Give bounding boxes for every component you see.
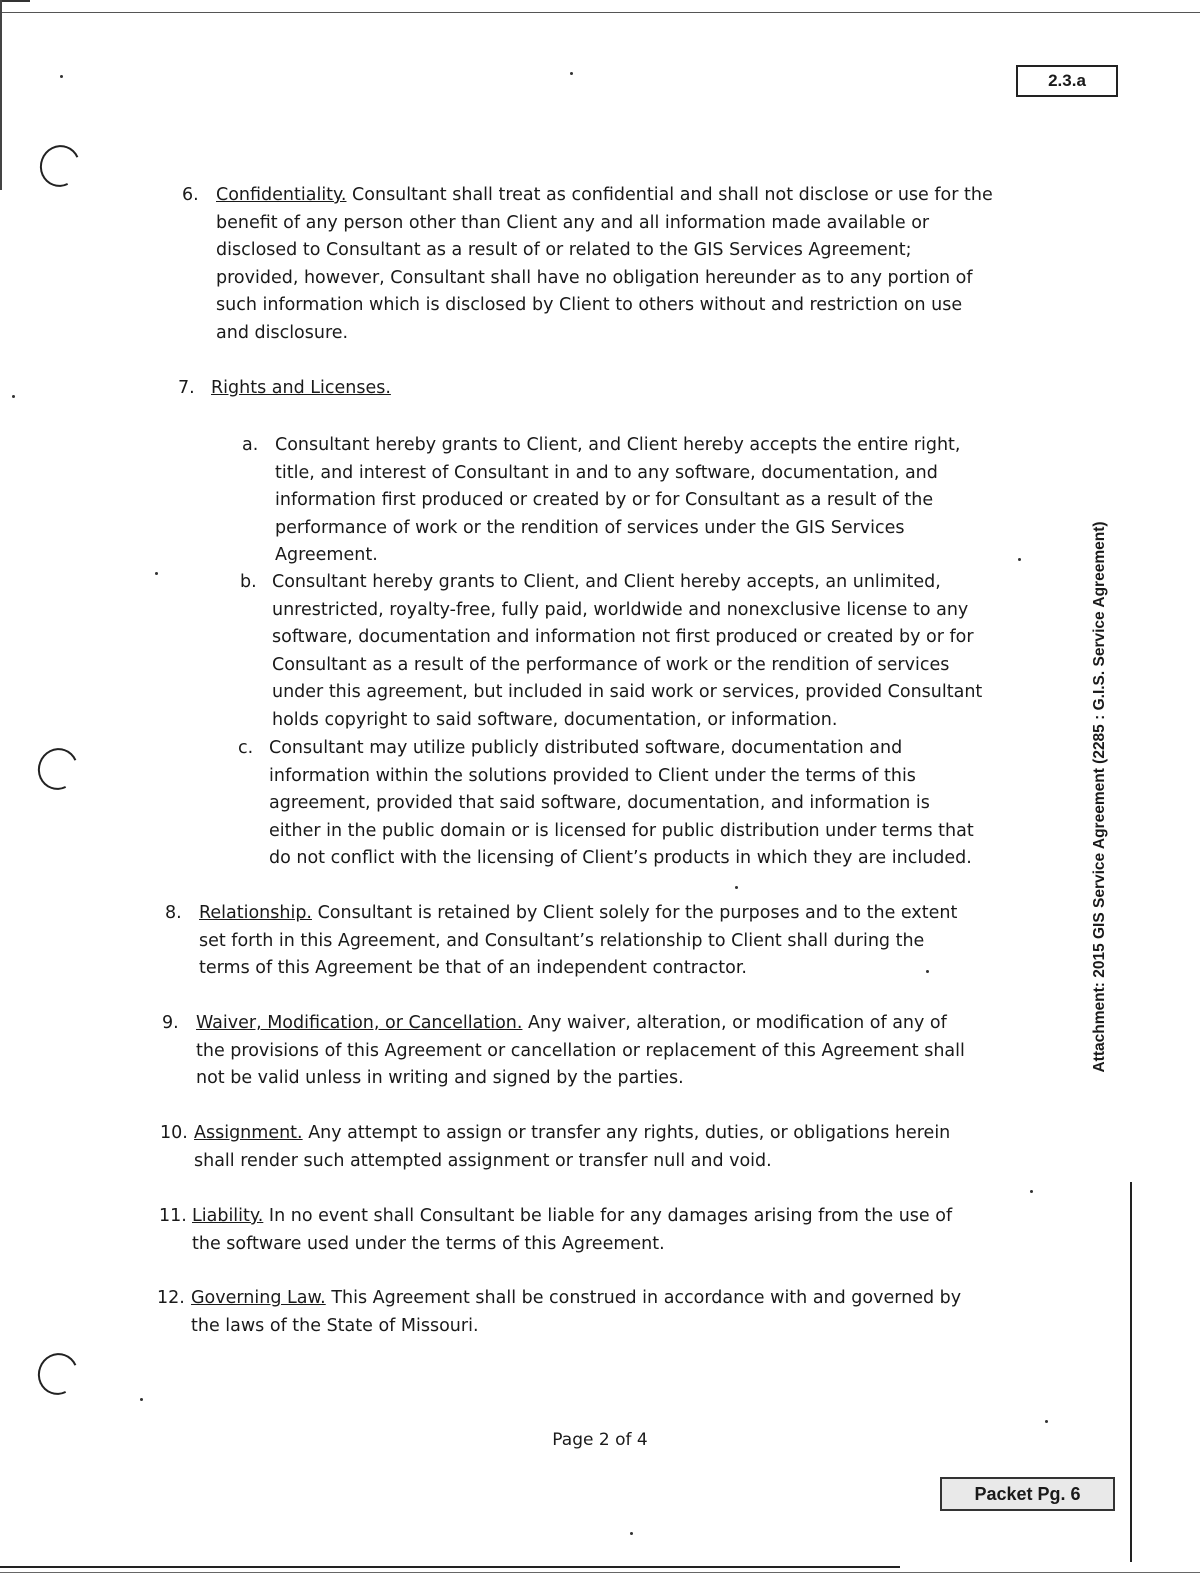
scan-speck <box>570 72 573 75</box>
scan-speck <box>1018 558 1021 561</box>
punch-hole-middle <box>32 742 84 795</box>
attachment-side-label: Attachment: 2015 GIS Service Agreement (2285 : G.I.S. Service Agreement) <box>1091 521 1108 1073</box>
scan-speck <box>1045 1420 1048 1423</box>
section-assignment: Assignment. Any attempt to assign or transfer any rights, duties, or obligations herein shall render such attempted assignment or transfer null and void. <box>194 1123 951 1171</box>
section-heading: Relationship. <box>199 903 312 923</box>
subsection-a: Consultant hereby grants to Client, and Client hereby accepts the entire right, title, and interest of Consultant in and to any software, documentation, and information first produced or created by or for Consultant as a result of the performance of work or the rendition of services under the GIS Services Agreement. <box>275 435 961 565</box>
section-relationship: Relationship. Consultant is retained by Client solely for the purposes and to the extent set forth in this Agreement, and Consultant’s relationship to Client shall during the terms of this Agreement be that of an independent contractor. <box>199 903 958 978</box>
section-liability: Liability. In no event shall Consultant be liable for any damages arising from the use of the software used under the terms of this Agreement. <box>192 1206 953 1254</box>
attachment-badge: 2.3.a <box>1016 65 1118 97</box>
section-heading: Confidentiality. <box>216 185 347 205</box>
right-rule <box>1130 1182 1132 1562</box>
section-rights-licenses <box>211 375 391 403</box>
scan-speck <box>60 75 63 78</box>
scan-speck <box>140 1398 143 1401</box>
scan-speck <box>926 970 929 973</box>
section-confidentiality: Confidentiality. Consultant shall treat as confidential and shall not disclose or use for the benefit of any person other than Client any and all information made available or disclosed to Consultant as a result of or related to the GIS Services Agreement; provided, however, Consultant shall have no obligation hereunder as to any portion of such information which is disclosed by Client to others without and restriction on use and disclosure. <box>216 185 993 343</box>
packet-page-badge: Packet Pg. 6 <box>940 1477 1115 1511</box>
page-number: Page 2 of 4 <box>552 1430 648 1450</box>
section-number: 8. <box>165 903 182 923</box>
section-governing-law: Governing Law. This Agreement shall be construed in accordance with and governed by the laws of the State of Missouri. <box>191 1288 962 1336</box>
scan-speck <box>630 1532 633 1535</box>
top-rule <box>0 12 1200 13</box>
scan-speck <box>735 886 738 889</box>
section-number: 10. <box>160 1123 188 1143</box>
section-heading: Liability. <box>192 1206 264 1226</box>
section-number: 11. <box>159 1206 187 1226</box>
section-heading: Governing Law. <box>191 1288 326 1308</box>
subsection-c: Consultant may utilize publicly distributed software, documentation and information within the solutions provided to Client under the terms of this agreement, provided that said software, documentation, and information is either in the public domain or is licensed for public distribution under terms that do not conflict with the licensing of Client’s products in which they are included. <box>269 738 974 868</box>
left-edge <box>0 0 2 190</box>
subsection-letter: b. <box>240 572 257 592</box>
bottom-rule-thin <box>0 1572 1200 1573</box>
section-heading: Assignment. <box>194 1123 303 1143</box>
scan-speck <box>1030 1190 1033 1193</box>
section-waiver: Waiver, Modification, or Cancellation. Any waiver, alteration, or modification of any of the provisions of this Agreement or cancellation or replacement of this Agreement shall not be valid unless in writing and signed by the parties. <box>196 1013 965 1088</box>
punch-hole-bottom <box>32 1347 84 1400</box>
subsection-letter: c. <box>238 738 254 758</box>
subsection-b: Consultant hereby grants to Client, and Client hereby accepts, an unlimited, unrestricted, royalty-free, fully paid, worldwide and nonexclusive license to any software, documentation and information not first produced or created by or for Consultant as a result of the performance of work or the rendition of services under this agreement, but included in said work or services, provided Consultant holds copyright to said software, documentation, or information. <box>272 572 983 730</box>
scan-edge <box>0 0 30 2</box>
punch-hole-top <box>34 139 86 192</box>
scan-speck <box>12 395 15 398</box>
scan-speck <box>155 572 158 575</box>
section-number: 12. <box>157 1288 185 1308</box>
bottom-rule <box>0 1566 900 1568</box>
section-heading: Waiver, Modification, or Cancellation. <box>196 1013 523 1033</box>
subsection-letter: a. <box>242 435 259 455</box>
section-heading: Rights and Licenses. <box>211 378 391 398</box>
section-number: 9. <box>162 1013 179 1033</box>
section-number: 6. <box>182 185 199 205</box>
section-number: 7. <box>178 378 195 398</box>
